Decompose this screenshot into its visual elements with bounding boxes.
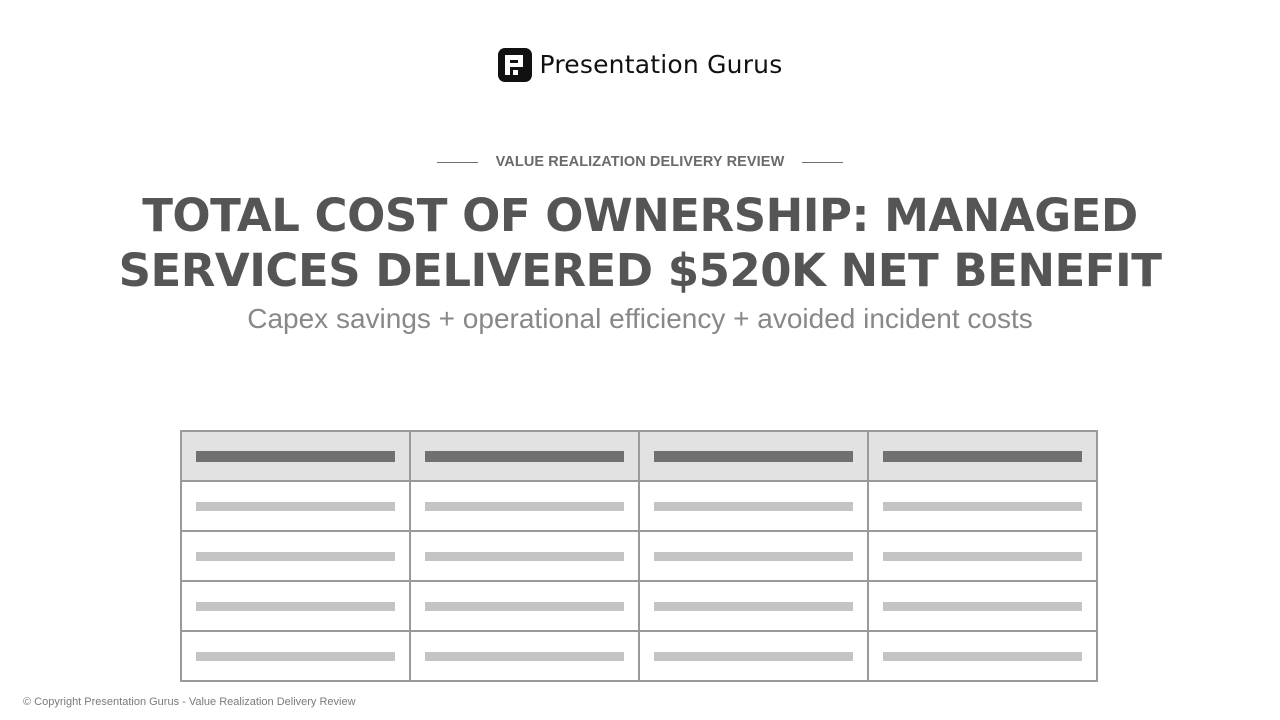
table-cell [868, 481, 1097, 531]
table-header-row [181, 431, 1097, 481]
table-cell [410, 531, 639, 581]
cell-placeholder-bar [425, 602, 624, 611]
table-cell [181, 631, 410, 681]
table-cell [639, 531, 868, 581]
cell-placeholder-bar [196, 652, 395, 661]
cell-placeholder-bar [425, 652, 624, 661]
copyright-footer: © Copyright Presentation Gurus - Value Realization Delivery Review [23, 696, 356, 708]
table-cell [639, 631, 868, 681]
kicker-divider-right [802, 162, 843, 163]
header-placeholder-bar [425, 451, 624, 462]
kicker-label: VALUE REALIZATION DELIVERY REVIEW [495, 154, 785, 170]
table-cell [868, 531, 1097, 581]
table-header-cell [868, 431, 1097, 481]
kicker-row [0, 152, 1280, 172]
page-title [0, 188, 1280, 298]
cell-placeholder-bar [883, 602, 1082, 611]
cell-placeholder-bar [196, 552, 395, 561]
cell-placeholder-bar [883, 502, 1082, 511]
table-cell [410, 481, 639, 531]
header-placeholder-bar [883, 451, 1082, 462]
cell-placeholder-bar [654, 652, 853, 661]
header-placeholder-bar [654, 451, 853, 462]
cell-placeholder-bar [425, 552, 624, 561]
brand-logo [0, 48, 1280, 82]
table-cell [868, 581, 1097, 631]
placeholder-table [180, 430, 1098, 682]
table-cell [181, 481, 410, 531]
table-cell [410, 581, 639, 631]
table-row [181, 531, 1097, 581]
table-cell [639, 581, 868, 631]
page-subtitle: Capex savings + operational efficiency + avoided incident costs [247, 303, 1033, 334]
table-header-cell [181, 431, 410, 481]
brand-name: Presentation Gurus [539, 50, 783, 79]
page-title-line-1: TOTAL COST OF OWNERSHIP: MANAGED [142, 189, 1138, 242]
data-table [180, 430, 1098, 682]
table-row [181, 581, 1097, 631]
table-cell [181, 531, 410, 581]
table-row [181, 481, 1097, 531]
cell-placeholder-bar [425, 502, 624, 511]
page-title-line-2: SERVICES DELIVERED $520K NET BENEFIT [118, 244, 1162, 297]
cell-placeholder-bar [883, 652, 1082, 661]
cell-placeholder-bar [654, 502, 853, 511]
cell-placeholder-bar [196, 602, 395, 611]
cell-placeholder-bar [883, 552, 1082, 561]
table-header-cell [639, 431, 868, 481]
table-cell [181, 581, 410, 631]
header-placeholder-bar [196, 451, 395, 462]
cell-placeholder-bar [196, 502, 395, 511]
table-cell [868, 631, 1097, 681]
kicker-divider-left [437, 162, 478, 163]
cell-placeholder-bar [654, 602, 853, 611]
presentation-gurus-logo-icon [498, 48, 532, 82]
table-cell [410, 631, 639, 681]
table-cell [639, 481, 868, 531]
table-row [181, 631, 1097, 681]
cell-placeholder-bar [654, 552, 853, 561]
table-header-cell [410, 431, 639, 481]
